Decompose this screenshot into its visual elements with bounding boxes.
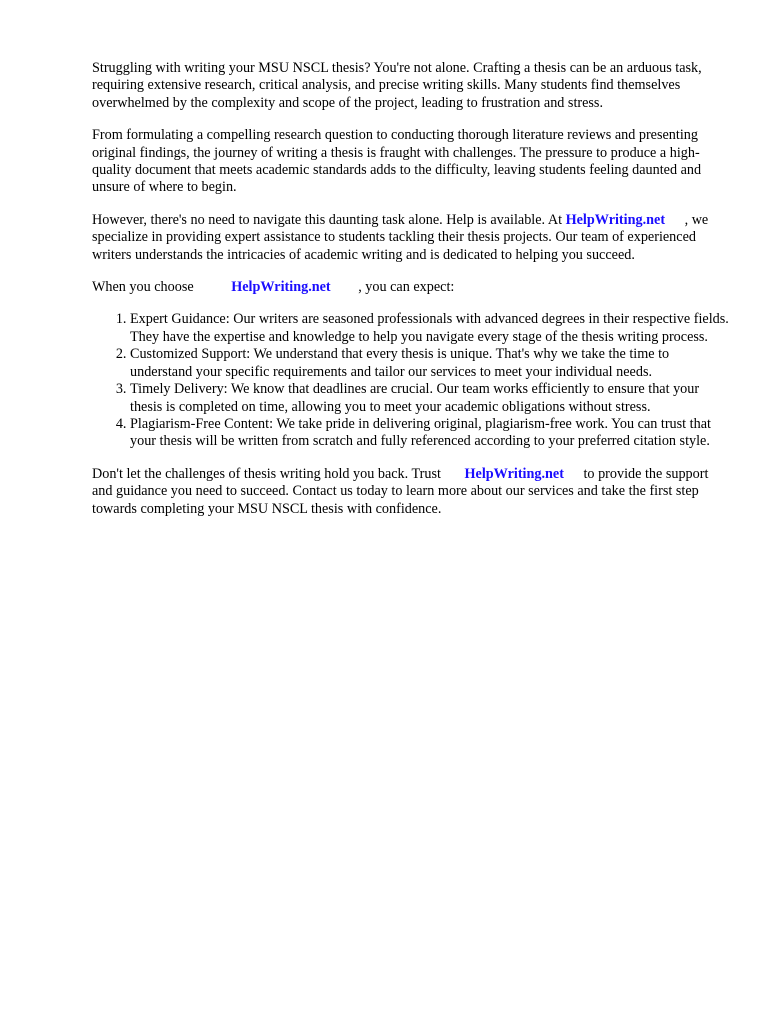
paragraph-choose-text-before: When you choose: [92, 279, 194, 296]
list-item: 3. Timely Delivery: We know that deadlines are crucial. Our team works efficiently to ensure that your thesis is completed on time, allowing you to meet your academic obligations without stress.: [130, 381, 732, 416]
paragraph-help-text-after: , we specialize in providing expert assistance to students tackling their thesis projects. Our team of experienced writers understands the intricacies of academic writing and is dedicated to helping you succeed.: [92, 211, 709, 263]
helpwriting-link-1[interactable]: HelpWriting.net: [565, 211, 666, 228]
paragraph-closing-text-before: Don't let the challenges of thesis writing hold you back. Trust: [92, 465, 441, 482]
list-item: 2. Customized Support: We understand that every thesis is unique. That's why we take the time to understand your specific requirements and tailor our services to meet your individual needs.: [130, 346, 732, 381]
paragraph-choose-text-after: , you can expect:: [358, 279, 455, 296]
list-item: 1. Expert Guidance: Our writers are seasoned professionals with advanced degrees in their respective fields. They have the expertise and knowledge to help you navigate every stage of the thesis writing process.: [130, 311, 732, 346]
helpwriting-link-2[interactable]: HelpWriting.net: [231, 279, 331, 296]
benefits-list: [92, 311, 732, 450]
paragraph-closing-text-after: to provide the support and guidance you need to succeed. Contact us today to learn more about our services and take the first step towards completing your MSU NSCL thesis with confidence.: [92, 465, 709, 517]
paragraph-closing: [92, 466, 732, 518]
paragraph-intro-text: Struggling with writing your MSU NSCL thesis? You're not alone. Crafting a thesis can be an arduous task, requiring extensive research, critical analysis, and precise writing skills. Many students find themselves overwhelmed by the complexity and scope of the project, leading to frustration and stress.: [92, 60, 702, 111]
paragraph-challenges-text: From formulating a compelling research question to conducting thorough literature reviews and presenting original findings, the journey of writing a thesis is fraught with challenges. The pressure to produce a high-quality document that meets academic standards adds to the difficulty, leaving students feeling daunted and unsure of where to begin.: [92, 127, 702, 196]
paragraph-choose: [92, 279, 732, 296]
paragraph-challenges: [92, 127, 732, 197]
document-body: [92, 60, 732, 533]
paragraph-intro: [92, 60, 732, 112]
paragraph-help-text-before: However, there's no need to navigate this daunting task alone. Help is available. At: [92, 211, 563, 228]
list-item: 4. Plagiarism-Free Content: We take pride in delivering original, plagiarism-free work. You can trust that your thesis will be written from scratch and fully referenced according to your preferred citation style.: [130, 416, 732, 451]
helpwriting-link-3[interactable]: HelpWriting.net: [464, 465, 564, 482]
paragraph-help: [92, 212, 732, 264]
